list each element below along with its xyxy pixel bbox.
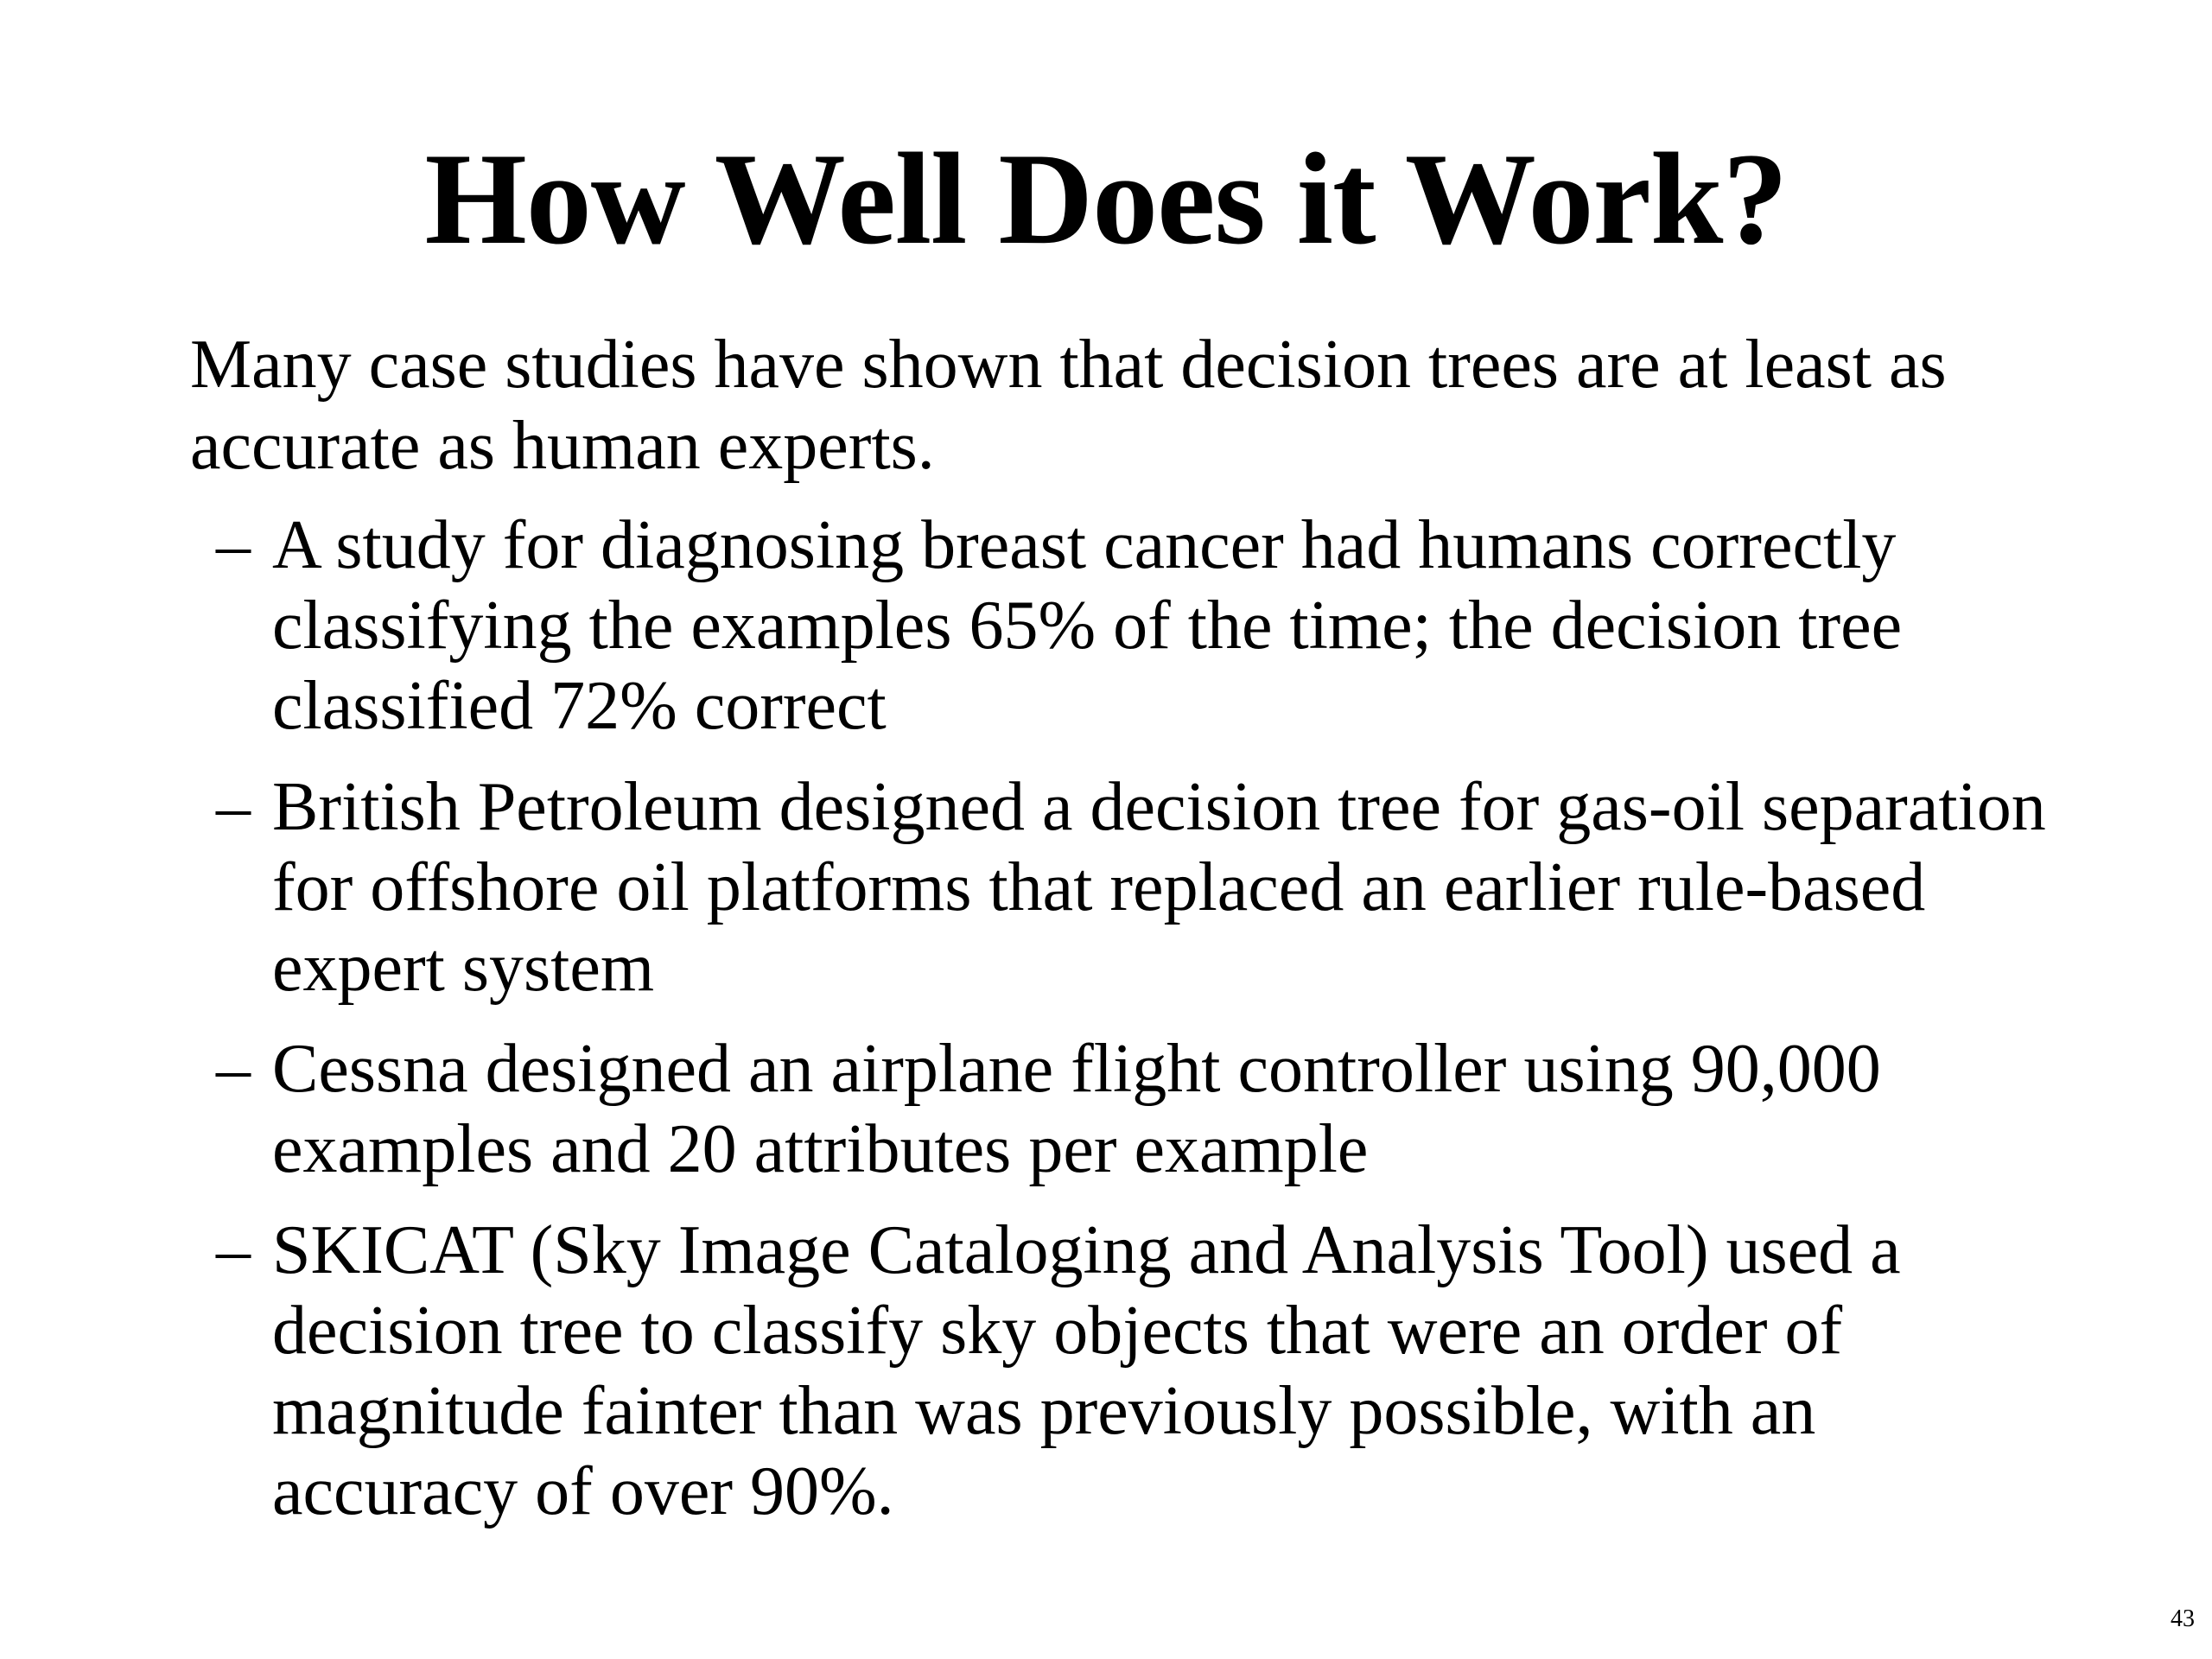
- bullet-item: [216, 505, 2056, 747]
- bullet-text: British Petroleum designed a decision tree for gas-oil separation for offshore oil platforms that replaced an earlier rule-based expert system: [272, 769, 2046, 1006]
- bullet-text: SKICAT (Sky Image Cataloging and Analysis Tool) used a decision tree to classify sky objects that were an order of magnitude fainter than was previously possible, with an accuracy of over 90%.: [272, 1212, 1901, 1529]
- slide-title: How Well Does it Work?: [424, 126, 1788, 271]
- dash-marker: –: [216, 507, 251, 583]
- dash-marker: –: [216, 1031, 251, 1107]
- bullet-text: Cessna designed an airplane flight controller using 90,000 examples and 20 attributes per example: [272, 1031, 1881, 1187]
- bullet-item: [216, 1029, 2056, 1190]
- page-number: 43: [2171, 1605, 2195, 1632]
- dash-marker: –: [216, 1212, 251, 1288]
- bullet-item: [216, 767, 2056, 1008]
- intro-paragraph: Many case studies have shown that decision trees are at least as accurate as human experts.: [190, 327, 1947, 484]
- bullet-text: A study for diagnosing breast cancer had humans correctly classifying the examples 65% of the time; the decision tree classified 72% correct: [272, 507, 1903, 744]
- bullet-item: [216, 1211, 2056, 1532]
- dash-marker: –: [216, 769, 251, 845]
- bullet-list: [216, 505, 2056, 1532]
